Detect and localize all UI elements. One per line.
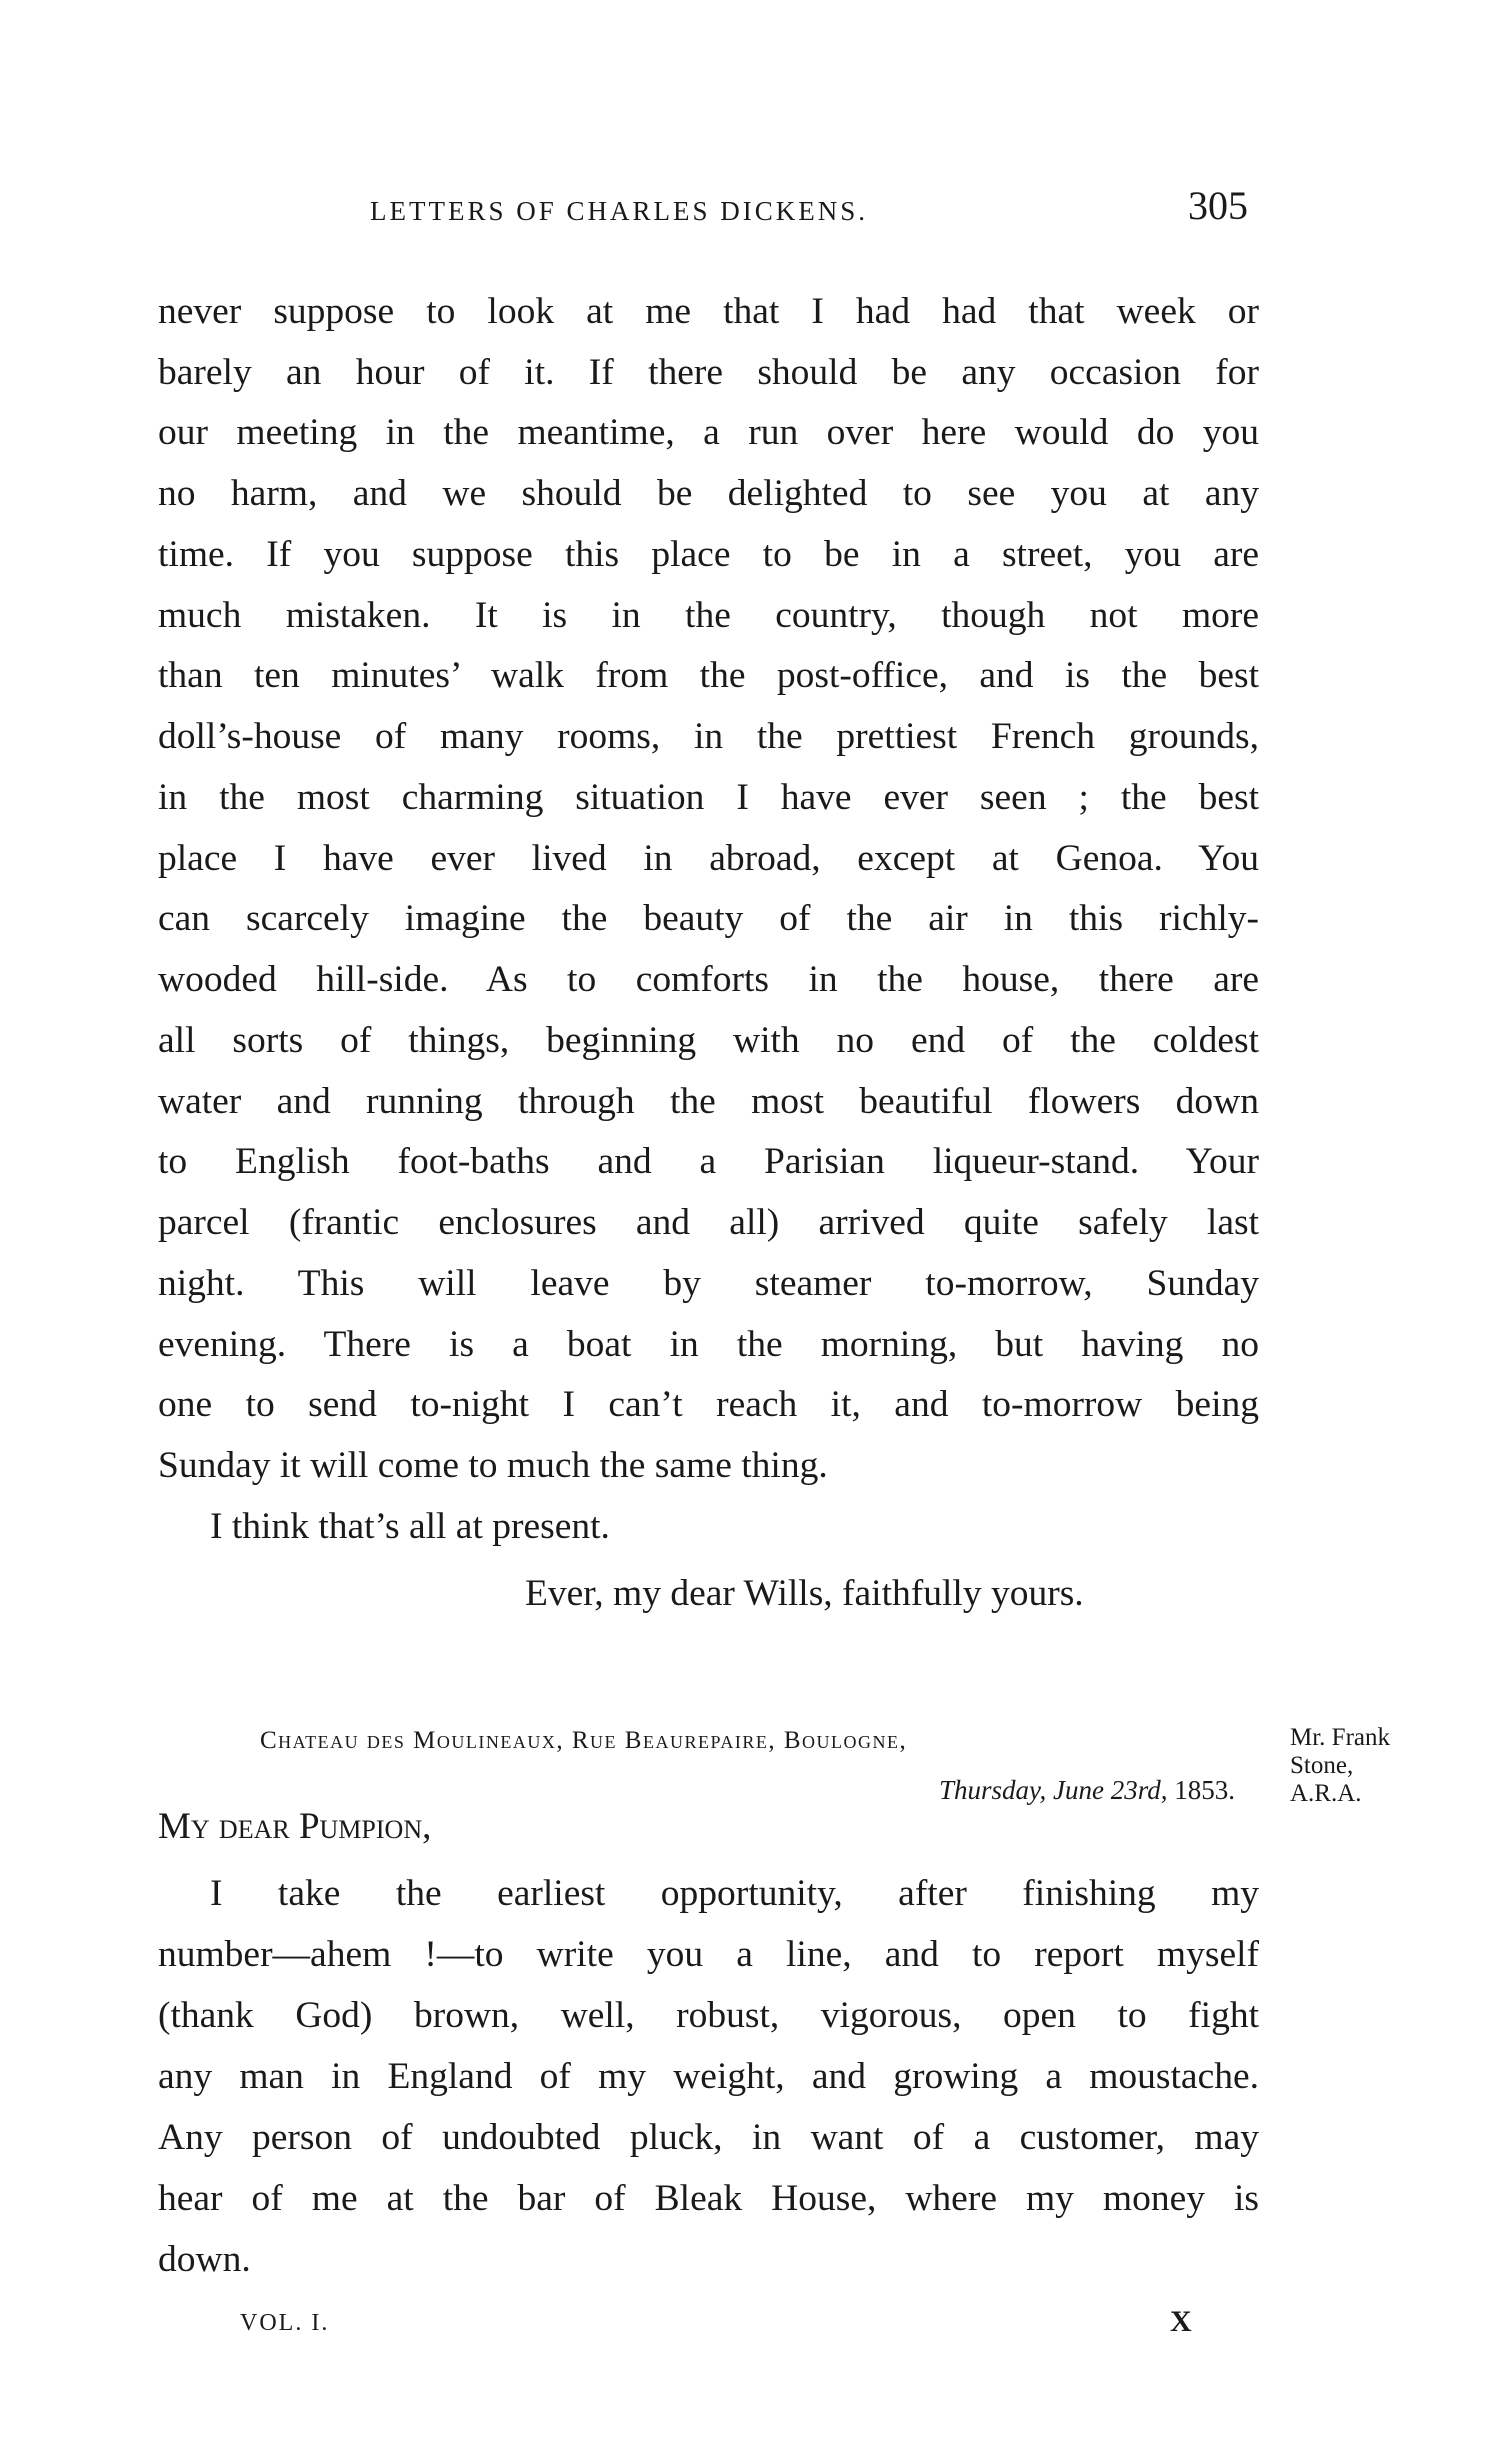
text-line: never suppose to look at me that I had had that week or bbox=[158, 291, 1259, 332]
text-line: night. This will leave by steamer to-morrow, Sunday bbox=[158, 1263, 1259, 1304]
text-line: number—ahem !—to write you a line, and to report myself bbox=[158, 1934, 1259, 1975]
signature-mark: X bbox=[1170, 2305, 1192, 2338]
text-line: wooded hill-side. As to comforts in the house, there are bbox=[158, 959, 1259, 1000]
letter-date-day: Thursday, June 23rd, bbox=[939, 1775, 1168, 1805]
text-line: Any person of undoubted pluck, in want of a customer, may bbox=[158, 2117, 1259, 2158]
text-line: doll’s-house of many rooms, in the prettiest French grounds, bbox=[158, 716, 1259, 757]
text-line: to English foot-baths and a Parisian liqueur-stand. Your bbox=[158, 1141, 1259, 1182]
page-header bbox=[150, 182, 1258, 242]
text-line: in the most charming situation I have ever seen ; the best bbox=[158, 777, 1259, 818]
letter-date bbox=[939, 1775, 1235, 1806]
text-line: down. bbox=[158, 2239, 251, 2280]
text-line: time. If you suppose this place to be in a street, you are bbox=[158, 534, 1259, 575]
text-line: I think that’s all at present. bbox=[210, 1506, 610, 1547]
text-line: hear of me at the bar of Bleak House, where my money is bbox=[158, 2178, 1259, 2219]
text-line: much mistaken. It is in the country, though not more bbox=[158, 595, 1259, 636]
letter-salutation: My dear Pumpion, bbox=[158, 1806, 432, 1847]
running-title: LETTERS OF CHARLES DICKENS. bbox=[370, 196, 869, 226]
text-line: one to send to-night I can’t reach it, and to-morrow being bbox=[158, 1384, 1259, 1425]
recipient-line: A.R.A. bbox=[1290, 1780, 1362, 1807]
text-line: (thank God) brown, well, robust, vigorous, open to fight bbox=[158, 1995, 1259, 2036]
text-line: all sorts of things, beginning with no end of the coldest bbox=[158, 1020, 1259, 1061]
text-line: I take the earliest opportunity, after finishing my bbox=[210, 1873, 1259, 1914]
text-line: no harm, and we should be delighted to see you at any bbox=[158, 473, 1259, 514]
text-line: than ten minutes’ walk from the post-office, and is the best bbox=[158, 655, 1259, 696]
text-line: water and running through the most beautiful flowers down bbox=[158, 1081, 1259, 1122]
text-line: place I have ever lived in abroad, except at Genoa. You bbox=[158, 838, 1259, 879]
recipient-note bbox=[1290, 1724, 1390, 1808]
text-line: our meeting in the meantime, a run over here would do you bbox=[158, 412, 1259, 453]
recipient-line: Mr. Frank bbox=[1290, 1724, 1390, 1751]
letter-place: Chateau des Moulineaux, Rue Beaurepaire, Boulogne, bbox=[260, 1727, 908, 1754]
text-line: any man in England of my weight, and growing a moustache. bbox=[158, 2056, 1259, 2097]
letter-date-year: 1853. bbox=[1174, 1775, 1235, 1805]
recipient-line: Stone, bbox=[1290, 1752, 1354, 1779]
text-line: can scarcely imagine the beauty of the air in this richly- bbox=[158, 898, 1259, 939]
page-number: 305 bbox=[1188, 183, 1248, 228]
text-line: evening. There is a boat in the morning, but having no bbox=[158, 1324, 1259, 1365]
volume-footer: VOL. I. bbox=[240, 2310, 330, 2336]
letter-closing: Ever, my dear Wills, faithfully yours. bbox=[525, 1573, 1084, 1614]
text-line: Sunday it will come to much the same thing. bbox=[158, 1445, 828, 1486]
text-line: parcel (frantic enclosures and all) arrived quite safely last bbox=[158, 1202, 1259, 1243]
text-line: barely an hour of it. If there should be any occasion for bbox=[158, 352, 1259, 393]
